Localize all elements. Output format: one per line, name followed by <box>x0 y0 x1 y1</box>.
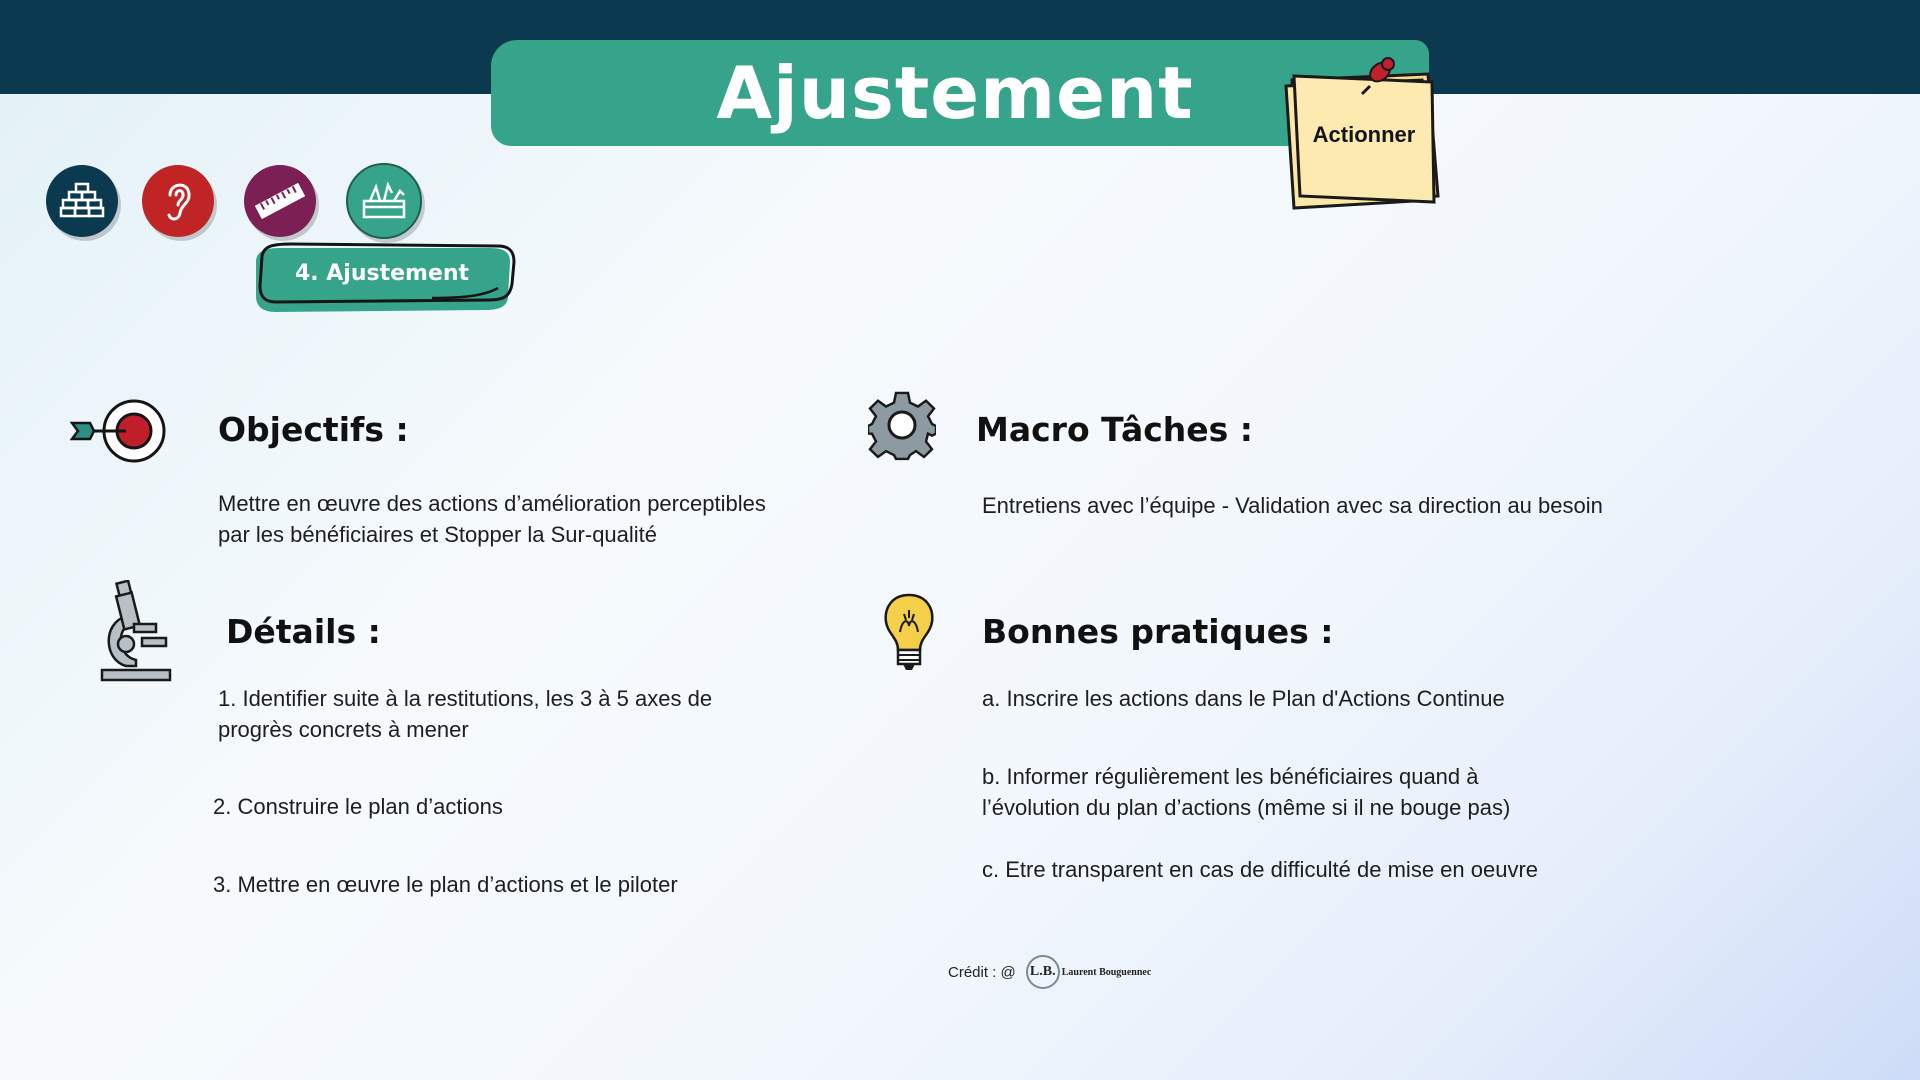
details-item-2: 2. Construire le plan d’actions <box>213 794 503 819</box>
bonnes-pratiques-line: l’évolution du plan d’actions (même si il ne bouge pas) <box>982 795 1511 820</box>
current-stage-badge <box>252 242 516 316</box>
step-ecoute[interactable] <box>142 165 214 237</box>
objectifs-line: par les bénéficiaires et Stopper la Sur-qualité <box>218 522 658 547</box>
ruler-icon <box>253 181 307 221</box>
details-heading: Détails : <box>226 612 381 651</box>
sticky-note <box>1278 56 1448 216</box>
credit <box>948 955 1151 989</box>
page-title: Ajustement <box>716 51 1194 135</box>
gear-icon <box>868 391 936 461</box>
macro-taches-heading: Macro Tâches : <box>976 410 1254 449</box>
author-logo-mark: L.B. <box>1026 955 1060 989</box>
pushpin-icon <box>1358 56 1398 96</box>
step-fondations[interactable] <box>46 165 118 237</box>
bonnes-pratiques-item-a: a. Inscrire les actions dans le Plan d'Actions Continue <box>982 686 1505 711</box>
details-item-3: 3. Mettre en œuvre le plan d’actions et le piloter <box>213 872 678 897</box>
ear-icon <box>158 177 198 225</box>
brick-wall-icon <box>59 181 105 221</box>
toolbox-icon <box>358 179 410 223</box>
target-arrow-icon <box>70 398 170 464</box>
bonnes-pratiques-item-c: c. Etre transparent en cas de difficulté de mise en oeuvre <box>982 857 1539 882</box>
objectifs-heading: Objectifs : <box>218 410 409 449</box>
step-ajustement[interactable] <box>346 163 422 239</box>
macro-taches-text: Entretiens avec l’équipe - Validation avec sa direction au besoin <box>982 493 1603 518</box>
bonnes-pratiques-line: b. Informer régulièrement les bénéficiaires quand à <box>982 764 1479 789</box>
bonnes-pratiques-heading: Bonnes pratiques : <box>982 612 1334 651</box>
details-line: progrès concrets à mener <box>218 717 469 742</box>
author-logo <box>1026 955 1152 989</box>
author-name: Laurent Bouguennec <box>1061 966 1152 978</box>
details-line: 1. Identifier suite à la restitutions, les 3 à 5 axes de <box>218 686 713 711</box>
step-mesure[interactable] <box>244 165 316 237</box>
bonnes-pratiques-item-b <box>982 761 1510 823</box>
lightbulb-icon <box>882 592 936 672</box>
sticky-note-label: Actionner <box>1312 122 1416 147</box>
objectifs-line: Mettre en œuvre des actions d’amélioration perceptibles <box>218 491 766 516</box>
current-stage-label: 4. Ajustement <box>294 261 470 286</box>
details-item-1 <box>218 683 712 745</box>
credit-label: Crédit : @ <box>948 963 1016 981</box>
microscope-icon <box>96 580 178 684</box>
objectifs-text <box>218 488 766 550</box>
